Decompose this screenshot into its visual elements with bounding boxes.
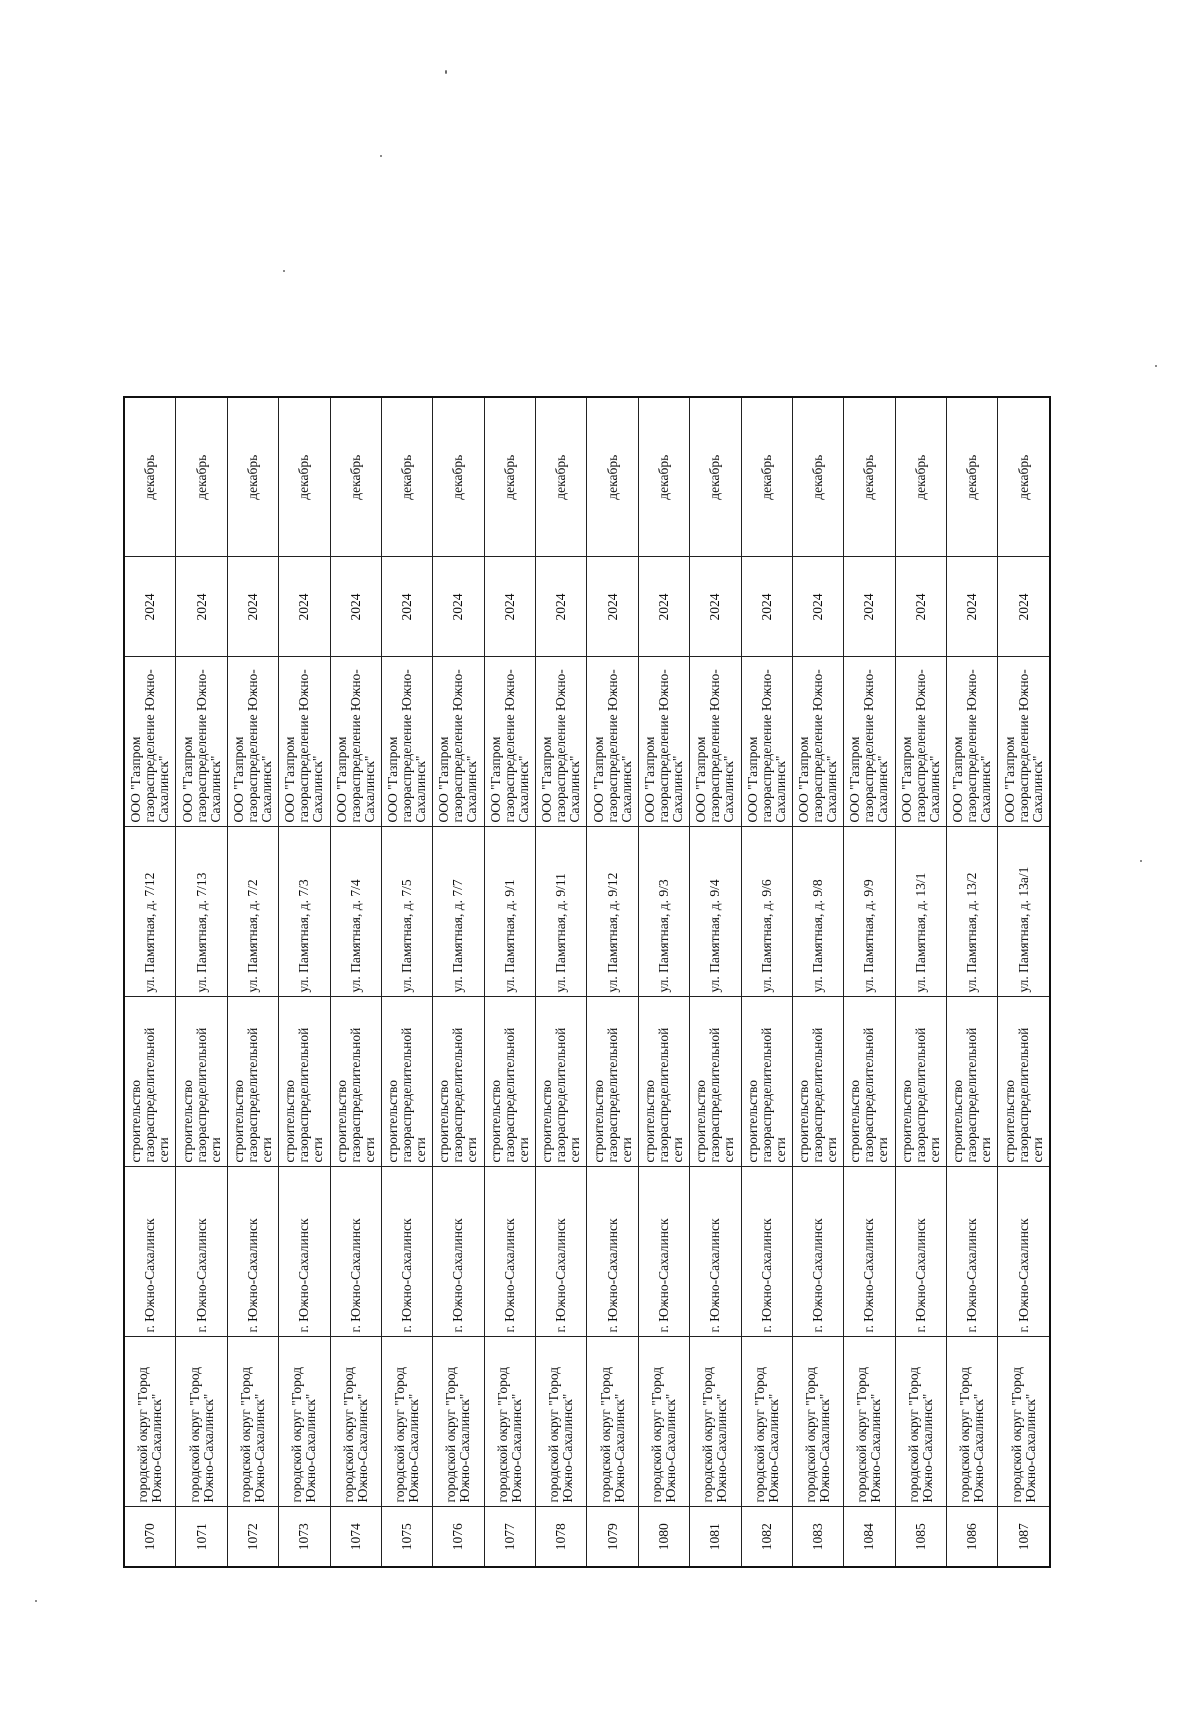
- row-number-cell: 1074: [330, 1507, 381, 1567]
- work-type-cell: строительство газораспределительной сети: [176, 997, 227, 1167]
- work-type-cell: строительство газораспределительной сети: [381, 997, 432, 1167]
- city-cell: г. Южно-Сахалинск: [484, 1167, 535, 1337]
- row-number-cell: 1087: [998, 1507, 1050, 1567]
- row-number-cell: 1080: [638, 1507, 689, 1567]
- city-cell: г. Южно-Сахалинск: [536, 1167, 587, 1337]
- scan-speck: [1140, 860, 1142, 862]
- work-type-cell: строительство газораспределительной сети: [895, 997, 946, 1167]
- month-cell: декабрь: [895, 397, 946, 557]
- year-cell: 2024: [998, 557, 1050, 657]
- month-cell: декабрь: [638, 397, 689, 557]
- row-number-cell: 1076: [433, 1507, 484, 1567]
- work-type-cell: строительство газораспределительной сети: [330, 997, 381, 1167]
- scan-speck: [35, 1600, 37, 1602]
- scan-speck: [283, 270, 285, 272]
- organization-cell: ООО "Газпром газораспределение Южно-Сахалинск": [381, 657, 432, 827]
- address-cell: ул. Памятная, д. 9/6: [741, 827, 792, 997]
- district-cell: городской округ "Город Южно-Сахалинск": [330, 1337, 381, 1507]
- row-number-cell: 1083: [792, 1507, 843, 1567]
- row-number-cell: 1078: [536, 1507, 587, 1567]
- table-row: [381, 397, 432, 1567]
- work-type-cell: строительство газораспределительной сети: [279, 997, 330, 1167]
- row-number-cell: 1079: [587, 1507, 638, 1567]
- table-row: [947, 397, 998, 1567]
- scan-speck: [1155, 365, 1157, 367]
- year-cell: 2024: [227, 557, 278, 657]
- city-cell: г. Южно-Сахалинск: [895, 1167, 946, 1337]
- city-cell: г. Южно-Сахалинск: [330, 1167, 381, 1337]
- row-number-cell: 1082: [741, 1507, 792, 1567]
- address-cell: ул. Памятная, д. 7/5: [381, 827, 432, 997]
- organization-cell: ООО "Газпром газораспределение Южно-Сахалинск": [844, 657, 895, 827]
- table-row: [741, 397, 792, 1567]
- district-cell: городской округ "Город Южно-Сахалинск": [433, 1337, 484, 1507]
- month-cell: декабрь: [741, 397, 792, 557]
- table-row: [330, 397, 381, 1567]
- work-type-cell: строительство газораспределительной сети: [536, 997, 587, 1167]
- work-type-cell: строительство газораспределительной сети: [844, 997, 895, 1167]
- address-cell: ул. Памятная, д. 7/3: [279, 827, 330, 997]
- table-row: [792, 397, 843, 1567]
- row-number-cell: 1084: [844, 1507, 895, 1567]
- row-number-cell: 1072: [227, 1507, 278, 1567]
- row-number-cell: 1071: [176, 1507, 227, 1567]
- organization-cell: ООО "Газпром газораспределение Южно-Сахалинск": [690, 657, 741, 827]
- year-cell: 2024: [381, 557, 432, 657]
- table-row: [844, 397, 895, 1567]
- district-cell: городской округ "Город Южно-Сахалинск": [844, 1337, 895, 1507]
- address-cell: ул. Памятная, д. 7/4: [330, 827, 381, 997]
- table-row: [690, 397, 741, 1567]
- address-cell: ул. Памятная, д. 7/13: [176, 827, 227, 997]
- work-type-cell: строительство газораспределительной сети: [587, 997, 638, 1167]
- table-row: [279, 397, 330, 1567]
- city-cell: г. Южно-Сахалинск: [433, 1167, 484, 1337]
- organization-cell: ООО "Газпром газораспределение Южно-Сахалинск": [124, 657, 176, 827]
- city-cell: г. Южно-Сахалинск: [690, 1167, 741, 1337]
- table-row: [638, 397, 689, 1567]
- year-cell: 2024: [690, 557, 741, 657]
- year-cell: 2024: [638, 557, 689, 657]
- district-cell: городской округ "Город Южно-Сахалинск": [536, 1337, 587, 1507]
- month-cell: декабрь: [690, 397, 741, 557]
- row-number-cell: 1077: [484, 1507, 535, 1567]
- month-cell: декабрь: [536, 397, 587, 557]
- year-cell: 2024: [895, 557, 946, 657]
- organization-cell: ООО "Газпром газораспределение Южно-Сахалинск": [176, 657, 227, 827]
- organization-cell: ООО "Газпром газораспределение Южно-Сахалинск": [947, 657, 998, 827]
- address-cell: ул. Памятная, д. 9/9: [844, 827, 895, 997]
- district-cell: городской округ "Город Южно-Сахалинск": [690, 1337, 741, 1507]
- district-cell: городской округ "Город Южно-Сахалинск": [227, 1337, 278, 1507]
- organization-cell: ООО "Газпром газораспределение Южно-Сахалинск": [536, 657, 587, 827]
- work-type-cell: строительство газораспределительной сети: [227, 997, 278, 1167]
- district-cell: городской округ "Город Южно-Сахалинск": [638, 1337, 689, 1507]
- organization-cell: ООО "Газпром газораспределение Южно-Сахалинск": [227, 657, 278, 827]
- city-cell: г. Южно-Сахалинск: [947, 1167, 998, 1337]
- district-cell: городской округ "Город Южно-Сахалинск": [998, 1337, 1050, 1507]
- city-cell: г. Южно-Сахалинск: [279, 1167, 330, 1337]
- table-row: [433, 397, 484, 1567]
- address-cell: ул. Памятная, д. 9/4: [690, 827, 741, 997]
- organization-cell: ООО "Газпром газораспределение Южно-Сахалинск": [279, 657, 330, 827]
- address-cell: ул. Памятная, д. 9/8: [792, 827, 843, 997]
- month-cell: декабрь: [330, 397, 381, 557]
- address-cell: ул. Памятная, д. 9/1: [484, 827, 535, 997]
- month-cell: декабрь: [844, 397, 895, 557]
- address-cell: ул. Памятная, д. 7/2: [227, 827, 278, 997]
- district-cell: городской округ "Город Южно-Сахалинск": [176, 1337, 227, 1507]
- organization-cell: ООО "Газпром газораспределение Южно-Сахалинск": [638, 657, 689, 827]
- city-cell: г. Южно-Сахалинск: [587, 1167, 638, 1337]
- month-cell: декабрь: [124, 397, 176, 557]
- organization-cell: ООО "Газпром газораспределение Южно-Сахалинск": [998, 657, 1050, 827]
- table-row: [895, 397, 946, 1567]
- district-cell: городской округ "Город Южно-Сахалинск": [792, 1337, 843, 1507]
- month-cell: декабрь: [433, 397, 484, 557]
- month-cell: декабрь: [227, 397, 278, 557]
- year-cell: 2024: [741, 557, 792, 657]
- year-cell: 2024: [947, 557, 998, 657]
- month-cell: декабрь: [176, 397, 227, 557]
- table-row: [176, 397, 227, 1567]
- work-type-cell: строительство газораспределительной сети: [638, 997, 689, 1167]
- year-cell: 2024: [792, 557, 843, 657]
- district-cell: городской округ "Город Южно-Сахалинск": [947, 1337, 998, 1507]
- table-row: [998, 397, 1050, 1567]
- address-cell: ул. Памятная, д. 13/1: [895, 827, 946, 997]
- month-cell: декабрь: [279, 397, 330, 557]
- work-type-cell: строительство газораспределительной сети: [124, 997, 176, 1167]
- year-cell: 2024: [536, 557, 587, 657]
- year-cell: 2024: [330, 557, 381, 657]
- row-number-cell: 1070: [124, 1507, 176, 1567]
- rotated-table-container: [123, 398, 1051, 1568]
- table-row: [536, 397, 587, 1567]
- city-cell: г. Южно-Сахалинск: [741, 1167, 792, 1337]
- organization-cell: ООО "Газпром газораспределение Южно-Сахалинск": [587, 657, 638, 827]
- district-cell: городской округ "Город Южно-Сахалинск": [279, 1337, 330, 1507]
- work-type-cell: строительство газораспределительной сети: [484, 997, 535, 1167]
- month-cell: декабрь: [484, 397, 535, 557]
- organization-cell: ООО "Газпром газораспределение Южно-Сахалинск": [484, 657, 535, 827]
- table-body: [124, 397, 1050, 1567]
- organization-cell: ООО "Газпром газораспределение Южно-Сахалинск": [330, 657, 381, 827]
- row-number-cell: 1073: [279, 1507, 330, 1567]
- district-cell: городской округ "Город Южно-Сахалинск": [381, 1337, 432, 1507]
- month-cell: декабрь: [998, 397, 1050, 557]
- month-cell: декабрь: [947, 397, 998, 557]
- table-row: [484, 397, 535, 1567]
- table-row: [587, 397, 638, 1567]
- scan-speck: [380, 155, 382, 157]
- address-cell: ул. Памятная, д. 13а/1: [998, 827, 1050, 997]
- row-number-cell: 1081: [690, 1507, 741, 1567]
- address-cell: ул. Памятная, д. 7/7: [433, 827, 484, 997]
- row-number-cell: 1086: [947, 1507, 998, 1567]
- city-cell: г. Южно-Сахалинск: [176, 1167, 227, 1337]
- work-type-cell: строительство газораспределительной сети: [741, 997, 792, 1167]
- address-cell: ул. Памятная, д. 9/3: [638, 827, 689, 997]
- year-cell: 2024: [124, 557, 176, 657]
- district-cell: городской округ "Город Южно-Сахалинск": [895, 1337, 946, 1507]
- city-cell: г. Южно-Сахалинск: [844, 1167, 895, 1337]
- year-cell: 2024: [844, 557, 895, 657]
- work-type-cell: строительство газораспределительной сети: [690, 997, 741, 1167]
- row-number-cell: 1085: [895, 1507, 946, 1567]
- city-cell: г. Южно-Сахалинск: [381, 1167, 432, 1337]
- city-cell: г. Южно-Сахалинск: [227, 1167, 278, 1337]
- district-cell: городской округ "Город Южно-Сахалинск": [124, 1337, 176, 1507]
- table-row: [227, 397, 278, 1567]
- address-cell: ул. Памятная, д. 9/11: [536, 827, 587, 997]
- year-cell: 2024: [176, 557, 227, 657]
- row-number-cell: 1075: [381, 1507, 432, 1567]
- address-cell: ул. Памятная, д. 9/12: [587, 827, 638, 997]
- organization-cell: ООО "Газпром газораспределение Южно-Сахалинск": [741, 657, 792, 827]
- organization-cell: ООО "Газпром газораспределение Южно-Сахалинск": [895, 657, 946, 827]
- district-cell: городской округ "Город Южно-Сахалинск": [741, 1337, 792, 1507]
- organization-cell: ООО "Газпром газораспределение Южно-Сахалинск": [433, 657, 484, 827]
- district-cell: городской округ "Город Южно-Сахалинск": [484, 1337, 535, 1507]
- city-cell: г. Южно-Сахалинск: [638, 1167, 689, 1337]
- year-cell: 2024: [484, 557, 535, 657]
- table-row: [124, 397, 176, 1567]
- address-cell: ул. Памятная, д. 13/2: [947, 827, 998, 997]
- city-cell: г. Южно-Сахалинск: [792, 1167, 843, 1337]
- year-cell: 2024: [433, 557, 484, 657]
- address-cell: ул. Памятная, д. 7/12: [124, 827, 176, 997]
- district-cell: городской округ "Город Южно-Сахалинск": [587, 1337, 638, 1507]
- city-cell: г. Южно-Сахалинск: [124, 1167, 176, 1337]
- year-cell: 2024: [279, 557, 330, 657]
- work-type-cell: строительство газораспределительной сети: [998, 997, 1050, 1167]
- work-type-cell: строительство газораспределительной сети: [792, 997, 843, 1167]
- month-cell: декабрь: [381, 397, 432, 557]
- gas-network-table: [123, 396, 1051, 1568]
- organization-cell: ООО "Газпром газораспределение Южно-Сахалинск": [792, 657, 843, 827]
- month-cell: декабрь: [587, 397, 638, 557]
- scan-speck: [445, 70, 447, 74]
- month-cell: декабрь: [792, 397, 843, 557]
- year-cell: 2024: [587, 557, 638, 657]
- work-type-cell: строительство газораспределительной сети: [947, 997, 998, 1167]
- city-cell: г. Южно-Сахалинск: [998, 1167, 1050, 1337]
- work-type-cell: строительство газораспределительной сети: [433, 997, 484, 1167]
